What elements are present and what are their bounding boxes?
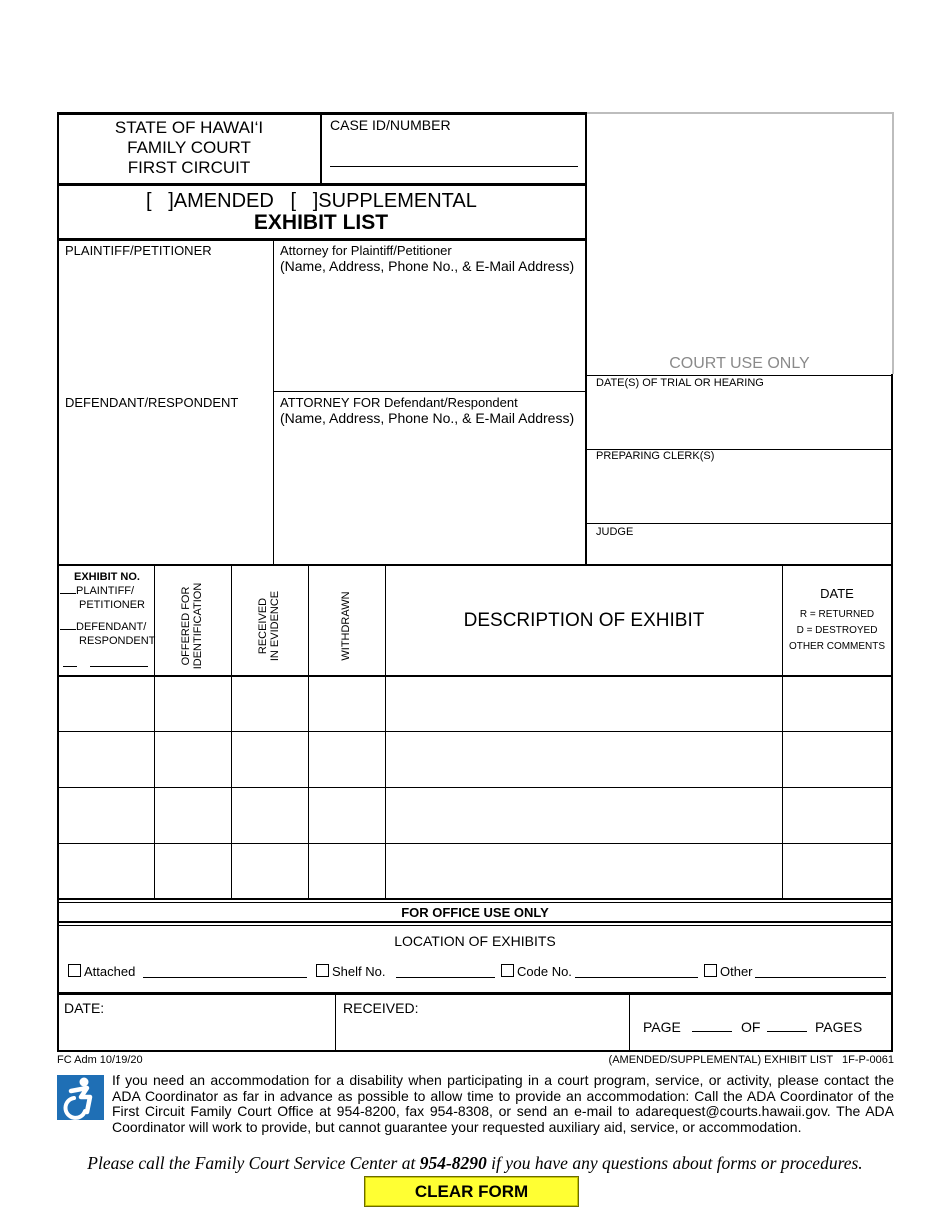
table-row[interactable] bbox=[59, 789, 154, 843]
court-name bbox=[60, 118, 318, 178]
page-label: PAGE bbox=[643, 1019, 681, 1035]
exhibit-defendant-option[interactable]: DEFENDANT/ bbox=[60, 620, 154, 634]
plaintiff-attorney-label: Attorney for Plaintiff/Petitioner bbox=[280, 243, 452, 258]
other-option[interactable]: Other bbox=[704, 964, 753, 979]
service-phone: 954-8290 bbox=[419, 1153, 487, 1173]
page-number-field[interactable] bbox=[692, 1031, 732, 1032]
supplemental-checkbox[interactable]: [ ] bbox=[290, 190, 319, 212]
preparing-clerk-field[interactable] bbox=[590, 466, 888, 520]
exhibit-no-header: EXHIBIT NO. PLAINTIFF/ PETITIONER DEFENDANT/ RESPONDENT bbox=[60, 570, 154, 648]
date-header: DATE R = RETURNED D = DESTROYED OTHER COMMENTS bbox=[788, 586, 886, 652]
court-line-2: FAMILY COURT bbox=[127, 138, 251, 157]
exhibit-other-check[interactable] bbox=[63, 666, 77, 667]
code-field[interactable] bbox=[575, 977, 698, 978]
exhibit-rows bbox=[59, 677, 891, 897]
supplemental-label: SUPPLEMENTAL bbox=[318, 190, 477, 212]
location-label: LOCATION OF EXHIBITS bbox=[394, 933, 556, 949]
plaintiff-attorney-sublabel: (Name, Address, Phone No., & E-Mail Address) bbox=[280, 258, 575, 274]
accessibility-icon bbox=[57, 1075, 104, 1120]
defendant-attorney-field[interactable] bbox=[278, 430, 582, 562]
judge-field[interactable] bbox=[590, 540, 888, 562]
received-header: RECEIVED IN EVIDENCE bbox=[257, 590, 281, 662]
defendant-attorney-label: ATTORNEY FOR Defendant/Respondent bbox=[280, 395, 518, 410]
code-option[interactable]: Code No. bbox=[501, 964, 572, 979]
amended-supplemental-line bbox=[146, 190, 477, 213]
court-line-3: FIRST CIRCUIT bbox=[127, 158, 251, 177]
table-row[interactable] bbox=[59, 845, 154, 897]
defendant-label: DEFENDANT/RESPONDENT bbox=[65, 395, 239, 410]
form-id: (AMENDED/SUPPLEMENTAL) EXHIBIT LIST 1F-P-0061 bbox=[608, 1054, 894, 1066]
trial-date-field[interactable] bbox=[590, 392, 888, 446]
defendant-field[interactable] bbox=[62, 414, 270, 562]
ada-notice: If you need an accommodation for a disability when participating in a court program, service, or activity, please contact the ADA Coordinator as far in advance as possible to allow time to provide an accommodation: Call the ADA Coordinator of the First Circuit Family Court Office at 954-8200, fax 954-8308, or send an e-mail to adarequest@courts.hawaii.gov. The ADA Coordinator will work to provide, but cannot guarantee your requested auxiliary aid, service, or accommodation. bbox=[112, 1072, 894, 1135]
plaintiff-field[interactable] bbox=[62, 262, 270, 387]
received-label: RECEIVED: bbox=[343, 1000, 419, 1016]
court-line-1: STATE OF HAWAI‘I bbox=[114, 118, 264, 137]
trial-date-label: DATE(S) OF TRIAL OR HEARING bbox=[596, 377, 764, 389]
office-use-title: FOR OFFICE USE ONLY bbox=[401, 905, 549, 920]
amended-label: AMENDED bbox=[173, 190, 274, 212]
amended-checkbox[interactable]: [ ] bbox=[146, 190, 174, 212]
attached-checkbox[interactable] bbox=[68, 964, 81, 977]
form-title: EXHIBIT LIST bbox=[253, 211, 389, 234]
received-field[interactable] bbox=[430, 998, 625, 1046]
description-header: DESCRIPTION OF EXHIBIT bbox=[463, 610, 705, 631]
total-pages-field[interactable] bbox=[767, 1031, 807, 1032]
date-label: DATE: bbox=[64, 1000, 105, 1016]
table-row[interactable] bbox=[59, 733, 154, 787]
other-checkbox[interactable] bbox=[704, 964, 717, 977]
judge-label: JUDGE bbox=[596, 526, 634, 538]
other-field[interactable] bbox=[755, 977, 886, 978]
of-label: OF bbox=[741, 1019, 761, 1035]
service-center-notice: Please call the Family Court Service Center at 954-8290 if you have any questions about forms or procedures. bbox=[87, 1153, 863, 1173]
case-id-label: CASE ID/NUMBER bbox=[330, 117, 451, 133]
code-checkbox[interactable] bbox=[501, 964, 514, 977]
shelf-field[interactable] bbox=[396, 977, 495, 978]
shelf-option[interactable]: Shelf No. bbox=[316, 964, 385, 979]
exhibit-no-label: EXHIBIT NO. bbox=[73, 571, 140, 583]
shelf-checkbox[interactable] bbox=[316, 964, 329, 977]
case-id-input[interactable] bbox=[330, 166, 578, 167]
plaintiff-attorney-field[interactable] bbox=[278, 278, 582, 388]
date-field[interactable] bbox=[130, 998, 330, 1046]
form-date: FC Adm 10/19/20 bbox=[57, 1054, 143, 1066]
plaintiff-label: PLAINTIFF/PETITIONER bbox=[65, 243, 212, 258]
court-use-only-label: COURT USE ONLY bbox=[669, 355, 810, 372]
defendant-attorney-sublabel: (Name, Address, Phone No., & E-Mail Address) bbox=[280, 410, 575, 426]
preparing-clerk-label: PREPARING CLERK(S) bbox=[596, 450, 715, 462]
exhibit-other-field[interactable] bbox=[90, 666, 148, 667]
attached-option[interactable]: Attached bbox=[68, 964, 135, 979]
pages-label: PAGES bbox=[815, 1019, 863, 1035]
table-row[interactable] bbox=[59, 677, 154, 731]
offered-header: OFFERED FOR IDENTIFICATION bbox=[180, 582, 204, 670]
attached-field[interactable] bbox=[143, 977, 307, 978]
exhibit-plaintiff-option[interactable]: PLAINTIFF/ bbox=[60, 584, 154, 598]
clear-form-button[interactable]: CLEAR FORM bbox=[364, 1176, 579, 1207]
withdrawn-header: WITHDRAWN bbox=[340, 591, 352, 661]
